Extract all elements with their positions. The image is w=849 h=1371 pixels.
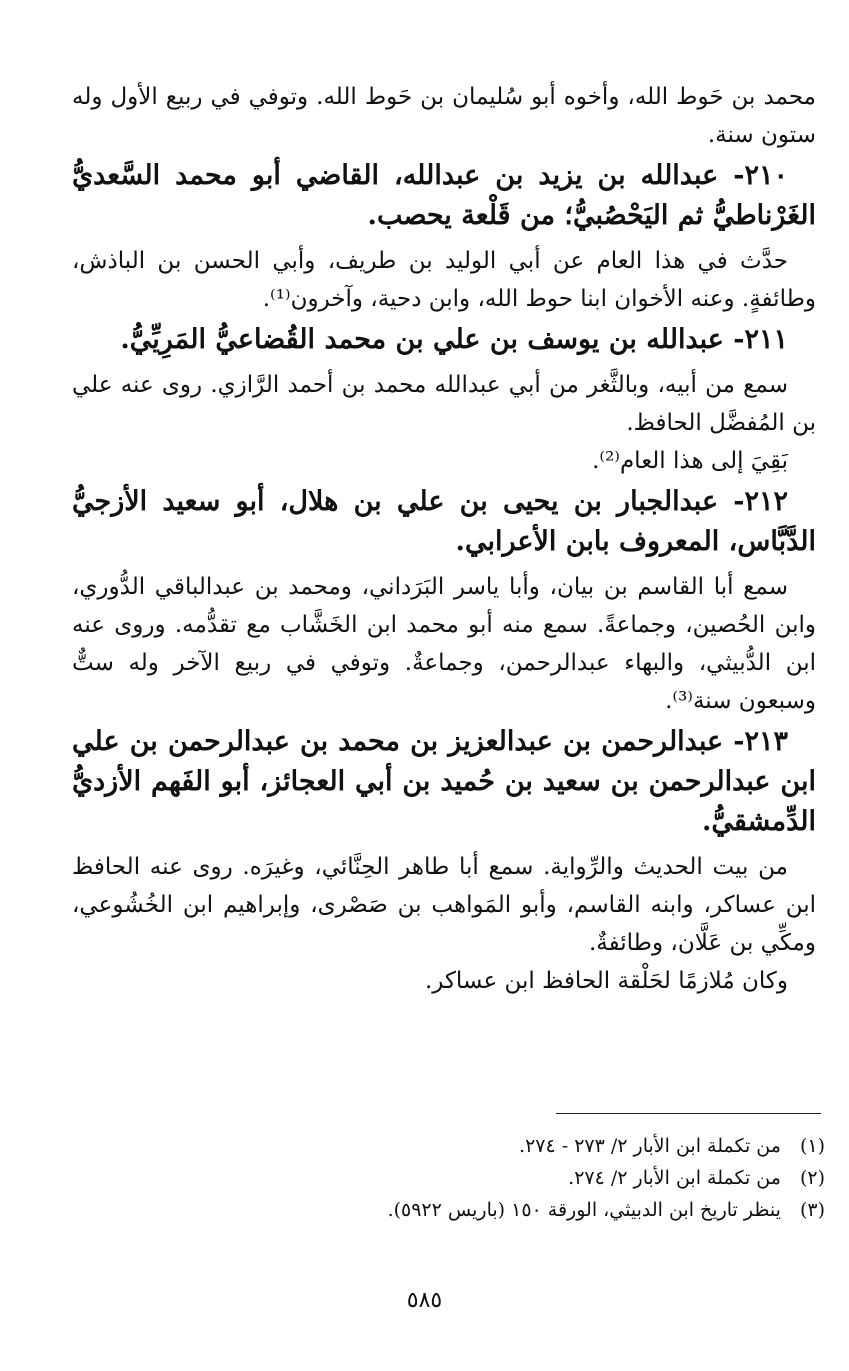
entry-heading-213: ٢١٣- عبدالرحمن بن عبدالعزيز بن محمد بن عبدالرحمن بن علي ابن عبدالرحمن بن سعيد بن حُميد بن أبي العجائز، أبو الفَهم الأزديُّ الدِّمشقيُّ. [72, 726, 816, 837]
entry-heading-210: ٢١٠- عبدالله بن يزيد بن عبدالله، القاضي أبو محمد السَّعديُّ الغَرْناطيُّ ثم اليَحْصُبيُّ؛ من قَلْعة يحصب. [72, 160, 816, 231]
entry-text-213: من بيت الحديث والرِّواية. سمع أبا طاهر الحِنَّائي، وغيرَه. روى عنه الحافظ ابن عساكر، وابنه القاسم، وأبو المَواهب بن صَصْرى، وإبراهيم ابن الخُشُوعي، ومكِّي بن عَلَّان، وطائفةٌ. [72, 854, 816, 956]
footnotes [300, 1130, 825, 1226]
entry-text-211: سمع من أبيه، وبالثَّغر من أبي عبدالله محمد بن أحمد الرَّازي. روى عنه علي بن المُفضَّل الحافظ. [72, 372, 816, 436]
page-body [72, 78, 816, 1000]
entry-text-211-note: بَقِيَ إلى هذا العام⁽²⁾. [592, 448, 788, 474]
footnote-3 [300, 1194, 825, 1226]
footnote-number: (١) [799, 1135, 825, 1157]
paragraph-continuation: محمد بن حَوط الله، وأخوه أبو سُليمان بن حَوط الله. وتوفي في ربيع الأول وله ستون سنة. [72, 84, 816, 148]
footnote-text: من تكملة ابن الأبار ٢/ ٢٧٣ - ٢٧٤. [519, 1135, 781, 1157]
footnote-1 [300, 1130, 825, 1162]
footnote-number: (٢) [799, 1167, 825, 1189]
footnote-2 [300, 1162, 825, 1194]
page-number: ٥٨٥ [406, 1288, 443, 1313]
entry-text-212: سمع أبا القاسم بن بيان، وأبا ياسر البَرَداني، ومحمد بن عبدالباقي الدُّوري، وابن الحُصين، وجماعةً. سمع منه أبو محمد ابن الخَشَّاب مع تقدُّمه. وروى عنه ابن الدُّبيثي، والبهاء عبدالرحمن، وجماعةٌ. وتوفي في ربيع الآخر وله ستٌّ وسبعون سنة⁽³⁾. [72, 574, 816, 714]
entry-heading-211: ٢١١- عبدالله بن يوسف بن علي بن محمد القُضاعيُّ المَرِيِّيُّ. [120, 324, 788, 355]
entry-text-213-note: وكان مُلازمًا لحَلْقة الحافظ ابن عساكر. [424, 968, 788, 994]
footnote-text: من تكملة ابن الأبار ٢/ ٢٧٤. [568, 1167, 781, 1189]
entry-text-210: حدَّث في هذا العام عن أبي الوليد بن طريف، وأبي الحسن بن الباذش، وطائفةٍ. وعنه الأخوان ابنا حوط الله، وابن دحية، وآخرون⁽¹⁾. [72, 248, 816, 312]
entry-heading-212: ٢١٢- عبدالجبار بن يحيى بن علي بن هلال، أبو سعيد الأزجيُّ الدَّبَّاس، المعروف بابن الأعرابي. [72, 486, 816, 557]
footnote-divider [556, 1113, 821, 1114]
footnote-text: ينظر تاريخ ابن الدبيثي، الورقة ١٥٠ (باريس ٥٩٢٢). [387, 1199, 781, 1221]
footnote-number: (٣) [799, 1199, 825, 1221]
